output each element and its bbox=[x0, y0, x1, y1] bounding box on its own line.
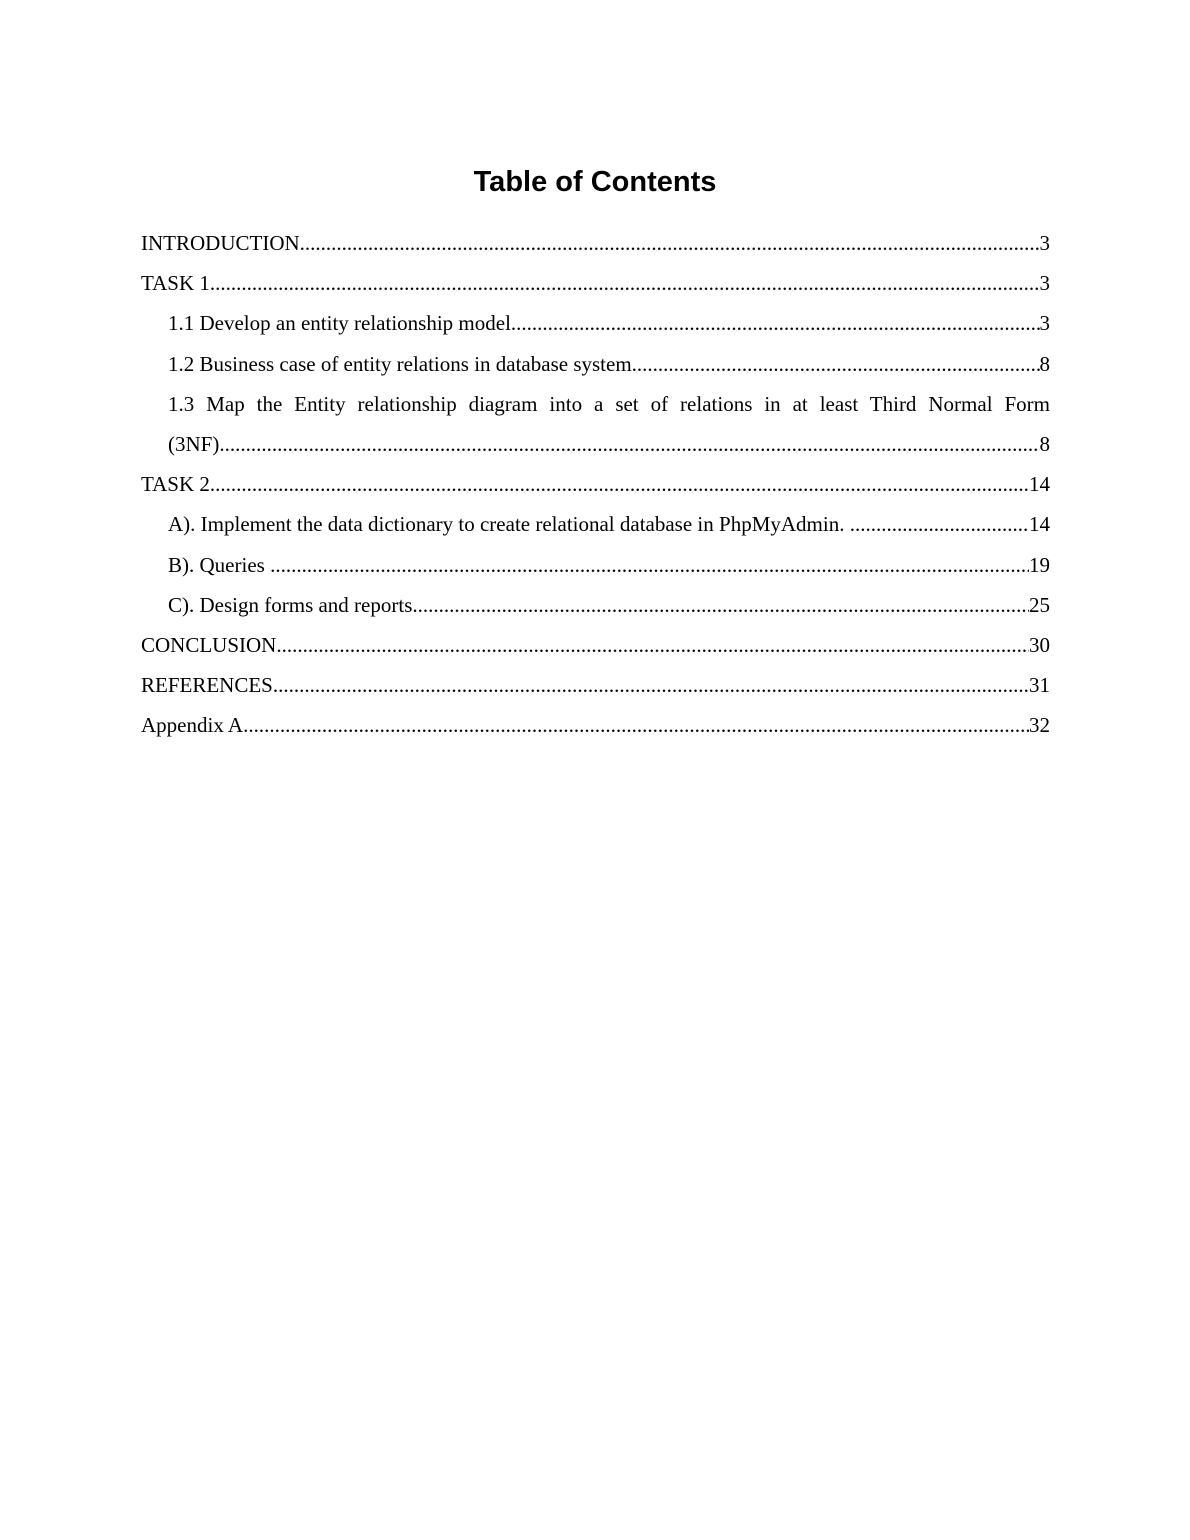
toc-entry-1-3-line-2[interactable] bbox=[141, 424, 1050, 464]
toc-entry-text: TASK 2 bbox=[141, 472, 210, 497]
toc-entry-1-3-line-1[interactable] bbox=[141, 384, 1050, 424]
toc-entry-appendix-a[interactable] bbox=[141, 705, 1050, 745]
dot-leader bbox=[243, 705, 1029, 745]
toc-page-number: 14 bbox=[1029, 472, 1050, 497]
toc-entry-text: B). Queries bbox=[168, 552, 271, 577]
dot-leader bbox=[273, 665, 1029, 705]
toc-entry-introduction[interactable] bbox=[141, 223, 1050, 263]
toc-page-number: 19 bbox=[1029, 552, 1050, 577]
dot-leader bbox=[276, 625, 1029, 665]
toc-entry-text: INTRODUCTION bbox=[141, 231, 300, 255]
toc-entry-text: 1.3 Map the Entity relationship diagram into a set of relations in at least Third Normal Form bbox=[168, 391, 1050, 416]
toc-entry-c[interactable] bbox=[141, 585, 1050, 625]
dot-leader bbox=[632, 344, 1040, 384]
toc-entry-text: C). Design forms and reports bbox=[168, 592, 413, 617]
toc-entry-text: A). Implement the data dictionary to create relational database in PhpMyAdmin. bbox=[168, 512, 850, 537]
toc-page-number: 3 bbox=[1039, 231, 1050, 255]
toc-entry-references[interactable] bbox=[141, 665, 1050, 705]
toc-page-number: 31 bbox=[1029, 673, 1050, 698]
dot-leader bbox=[511, 303, 1040, 343]
toc-entry-text: 1.2 Business case of entity relations in database system bbox=[168, 351, 632, 376]
toc-page-number: 14 bbox=[1029, 512, 1050, 537]
toc-entry-task-2[interactable] bbox=[141, 464, 1050, 504]
toc-entry-b[interactable] bbox=[141, 545, 1050, 585]
dot-leader bbox=[850, 504, 1029, 544]
toc-entry-text: TASK 1 bbox=[141, 271, 210, 296]
toc-page-number: 32 bbox=[1029, 713, 1050, 738]
toc-page-number: 8 bbox=[1039, 351, 1050, 376]
dot-leader bbox=[210, 263, 1040, 303]
dot-leader bbox=[210, 464, 1029, 504]
dot-leader bbox=[300, 223, 1040, 263]
toc-entry-text: 1.1 Develop an entity relationship model bbox=[168, 311, 511, 336]
toc-list bbox=[141, 223, 1050, 745]
dot-leader bbox=[270, 545, 1029, 585]
toc-page-number: 25 bbox=[1029, 592, 1050, 617]
toc-entry-a[interactable] bbox=[141, 504, 1050, 544]
toc-entry-text: CONCLUSION bbox=[141, 632, 277, 657]
toc-entry-text-continuation: (3NF) bbox=[168, 431, 220, 456]
toc-title: Table of Contents bbox=[473, 166, 717, 198]
dot-leader bbox=[219, 424, 1039, 464]
toc-page-number: 8 bbox=[1039, 431, 1050, 456]
toc-entry-text: Appendix A bbox=[141, 713, 244, 738]
toc-entry-conclusion[interactable] bbox=[141, 625, 1050, 665]
toc-entry-text: REFERENCES bbox=[141, 673, 273, 698]
toc-entry-1-1[interactable] bbox=[141, 303, 1050, 343]
toc-entry-1-2[interactable] bbox=[141, 344, 1050, 384]
dot-leader bbox=[412, 585, 1029, 625]
toc-entry-task-1[interactable] bbox=[141, 263, 1050, 303]
toc-page-number: 3 bbox=[1039, 271, 1050, 296]
toc-page-number: 3 bbox=[1039, 311, 1050, 336]
toc-page-number: 30 bbox=[1029, 632, 1050, 657]
